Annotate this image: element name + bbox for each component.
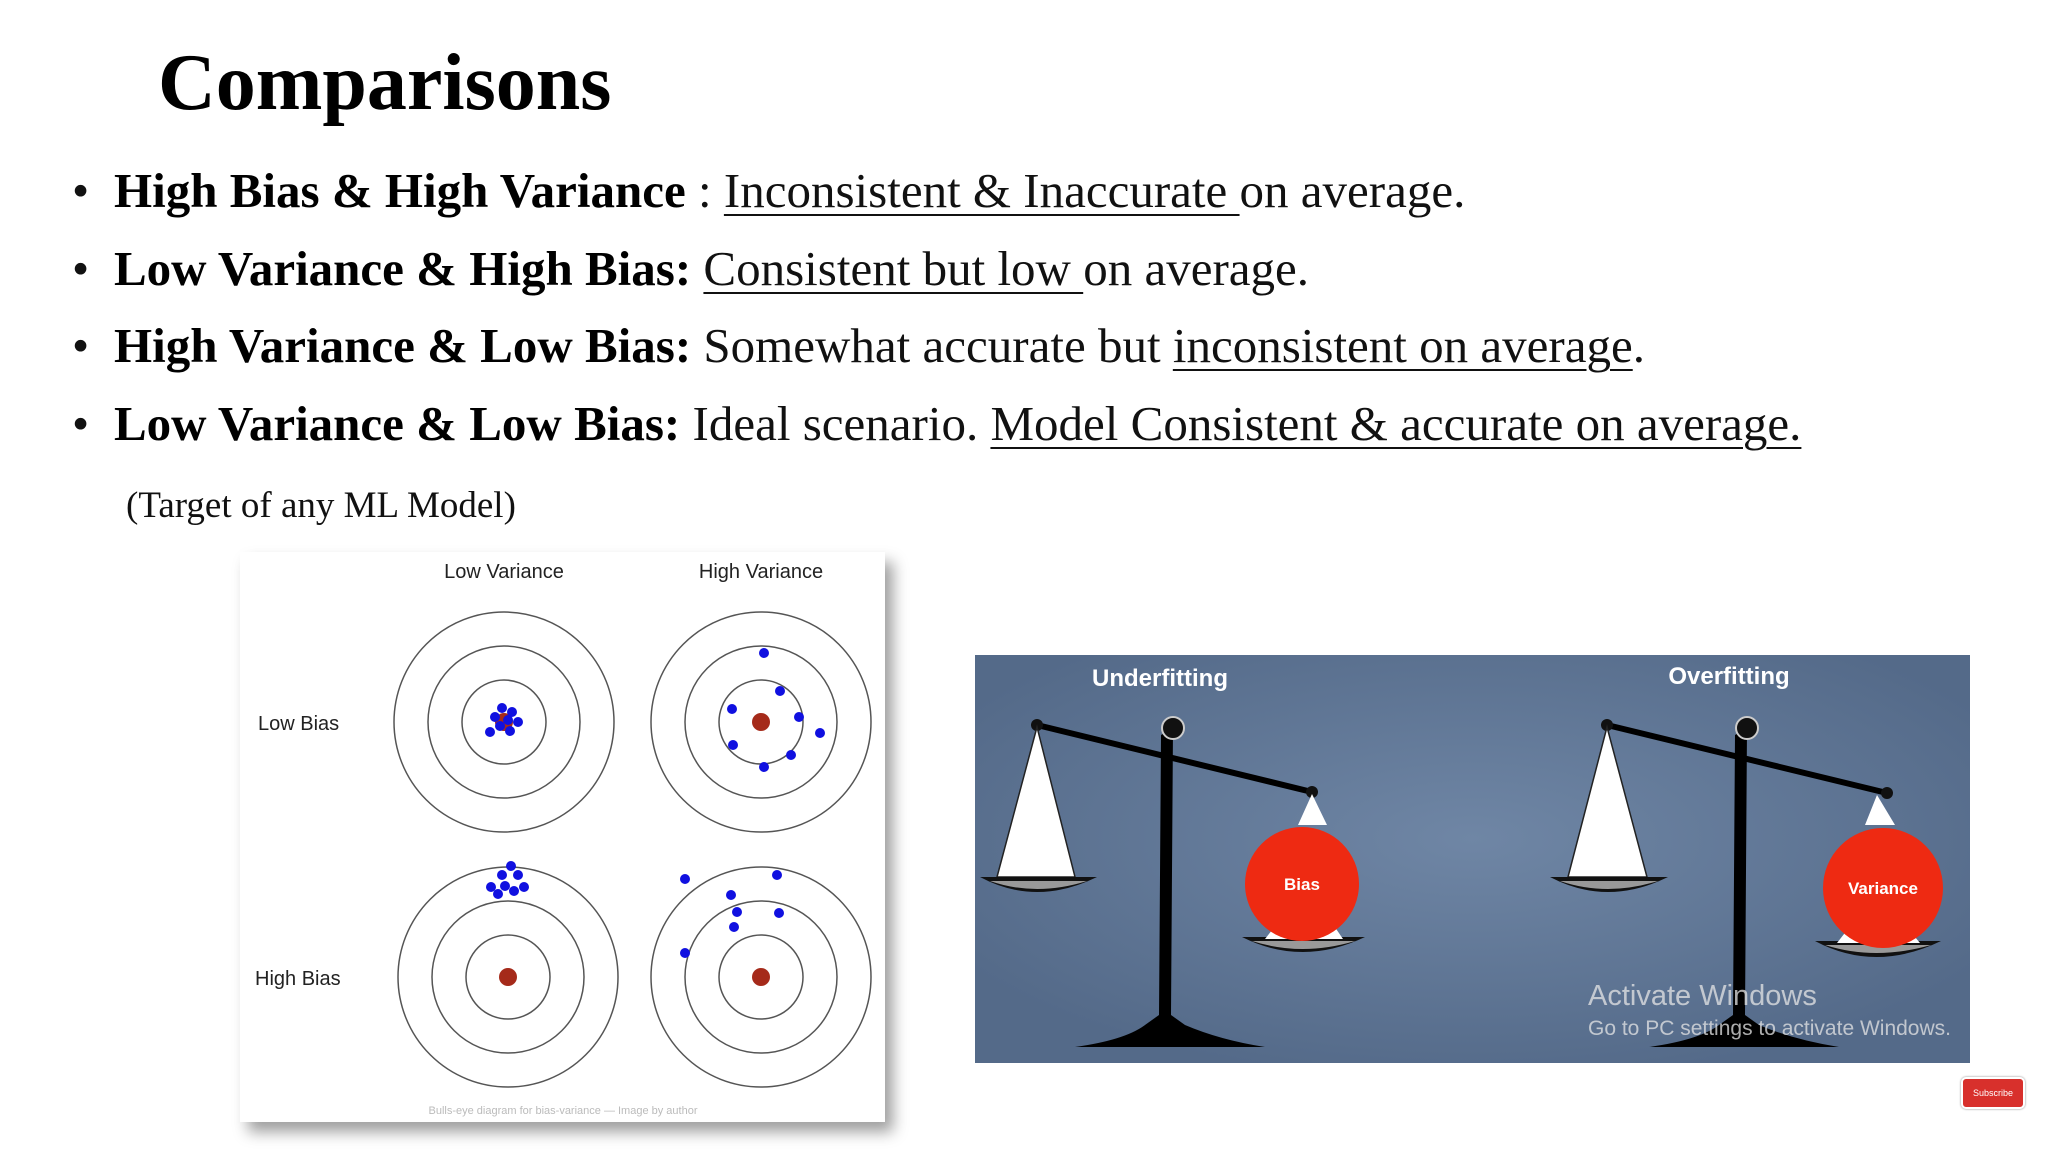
bullet-text: Ideal scenario. [680,396,991,451]
bullseye-center [752,968,770,986]
watermark-title: Activate Windows [1588,980,1817,1012]
shot-dot [495,721,505,731]
bullet-item [72,396,1802,451]
slide-title: Comparisons [158,39,612,127]
shot-dot [485,727,495,737]
shot-dot [513,717,523,727]
shot-dot [815,728,825,738]
shots-low-bias-low-variance [485,703,523,737]
shots-high-bias-high-variance [680,870,784,958]
bullet-dot-icon: • [72,163,90,218]
subscribe-badge-button[interactable]: Subscribe [1961,1077,2025,1109]
bullet-tail-text: on average. [1239,163,1466,218]
shot-dot [513,870,523,880]
bullet-underlined-text: Consistent but low [703,241,1084,296]
shot-dot [505,726,515,736]
bullet-dot-icon: • [72,241,90,296]
bullet-underlined-text: inconsistent on average [1172,318,1633,373]
bullet-underlined-text: Inconsistent & Inaccurate [723,163,1240,218]
shot-dot [493,889,503,899]
shot-dot [497,870,507,880]
shot-dot [500,881,510,891]
shot-dot [759,762,769,772]
underfitting-label: Underfitting [1092,665,1228,692]
col-label-high-variance: High Variance [698,561,824,583]
bullet-dot-icon: • [72,396,90,451]
shot-dot [490,712,500,722]
bullet-bold-term: High Variance & Low Bias: [114,318,692,373]
bullet-text [691,241,703,296]
shot-dot [775,686,785,696]
shots-low-bias-high-variance [727,648,825,772]
shot-dot [506,861,516,871]
bullet-item [72,163,1466,218]
bullseye-center [752,713,770,731]
bullet-text: : [685,163,724,218]
target-note: (Target of any ML Model) [126,485,516,526]
bullet-item [72,241,1310,296]
shot-dot [786,750,796,760]
shot-dot [726,890,736,900]
bullet-tail-text: on average. [1083,241,1310,296]
shot-dot [519,882,529,892]
shot-dot [680,948,690,958]
variance-ball [1823,828,1943,948]
bias-ball [1245,827,1359,941]
shot-dot [497,703,507,713]
bullet-bold-term: Low Variance & High Bias: [114,241,692,296]
bullet-bold-term: Low Variance & Low Bias: [114,396,681,451]
shot-dot [503,715,513,725]
bullet-bold-term: High Bias & High Variance [114,163,686,218]
variance-ball-label: Variance [1848,879,1918,898]
bullseye-caption: Bulls-eye diagram for bias-variance — Image by author [428,1105,698,1117]
bullet-underlined-text: Model Consistent & accurate on average. [990,396,1802,451]
shots-high-bias-low-variance [486,861,529,899]
shot-dot [794,712,804,722]
overfitting-label: Overfitting [1668,663,1790,690]
col-label-low-variance: Low Variance [444,561,564,583]
shot-dot [772,870,782,880]
bullet-text: Somewhat accurate but [691,318,1173,373]
bullet-dot-icon: • [72,318,90,373]
shot-dot [727,704,737,714]
bullet-tail-text: . [1632,318,1645,373]
watermark-subtitle: Go to PC settings to activate Windows. [1588,1017,1951,1040]
shot-dot [759,648,769,658]
row-label-low-bias: Low Bias [258,713,340,735]
bullet-item [72,318,1645,373]
shot-dot [728,740,738,750]
shot-dot [509,886,519,896]
shot-dot [729,922,739,932]
bullseye-svg [240,552,885,1122]
shot-dot [774,908,784,918]
bias-ball-label: Bias [1284,875,1320,894]
bullseye-diagram [240,552,885,1122]
shot-dot [732,907,742,917]
shot-dot [680,874,690,884]
activate-windows-watermark [1588,980,1951,1041]
bullseye-center [499,968,517,986]
row-label-high-bias: High Bias [255,968,341,990]
